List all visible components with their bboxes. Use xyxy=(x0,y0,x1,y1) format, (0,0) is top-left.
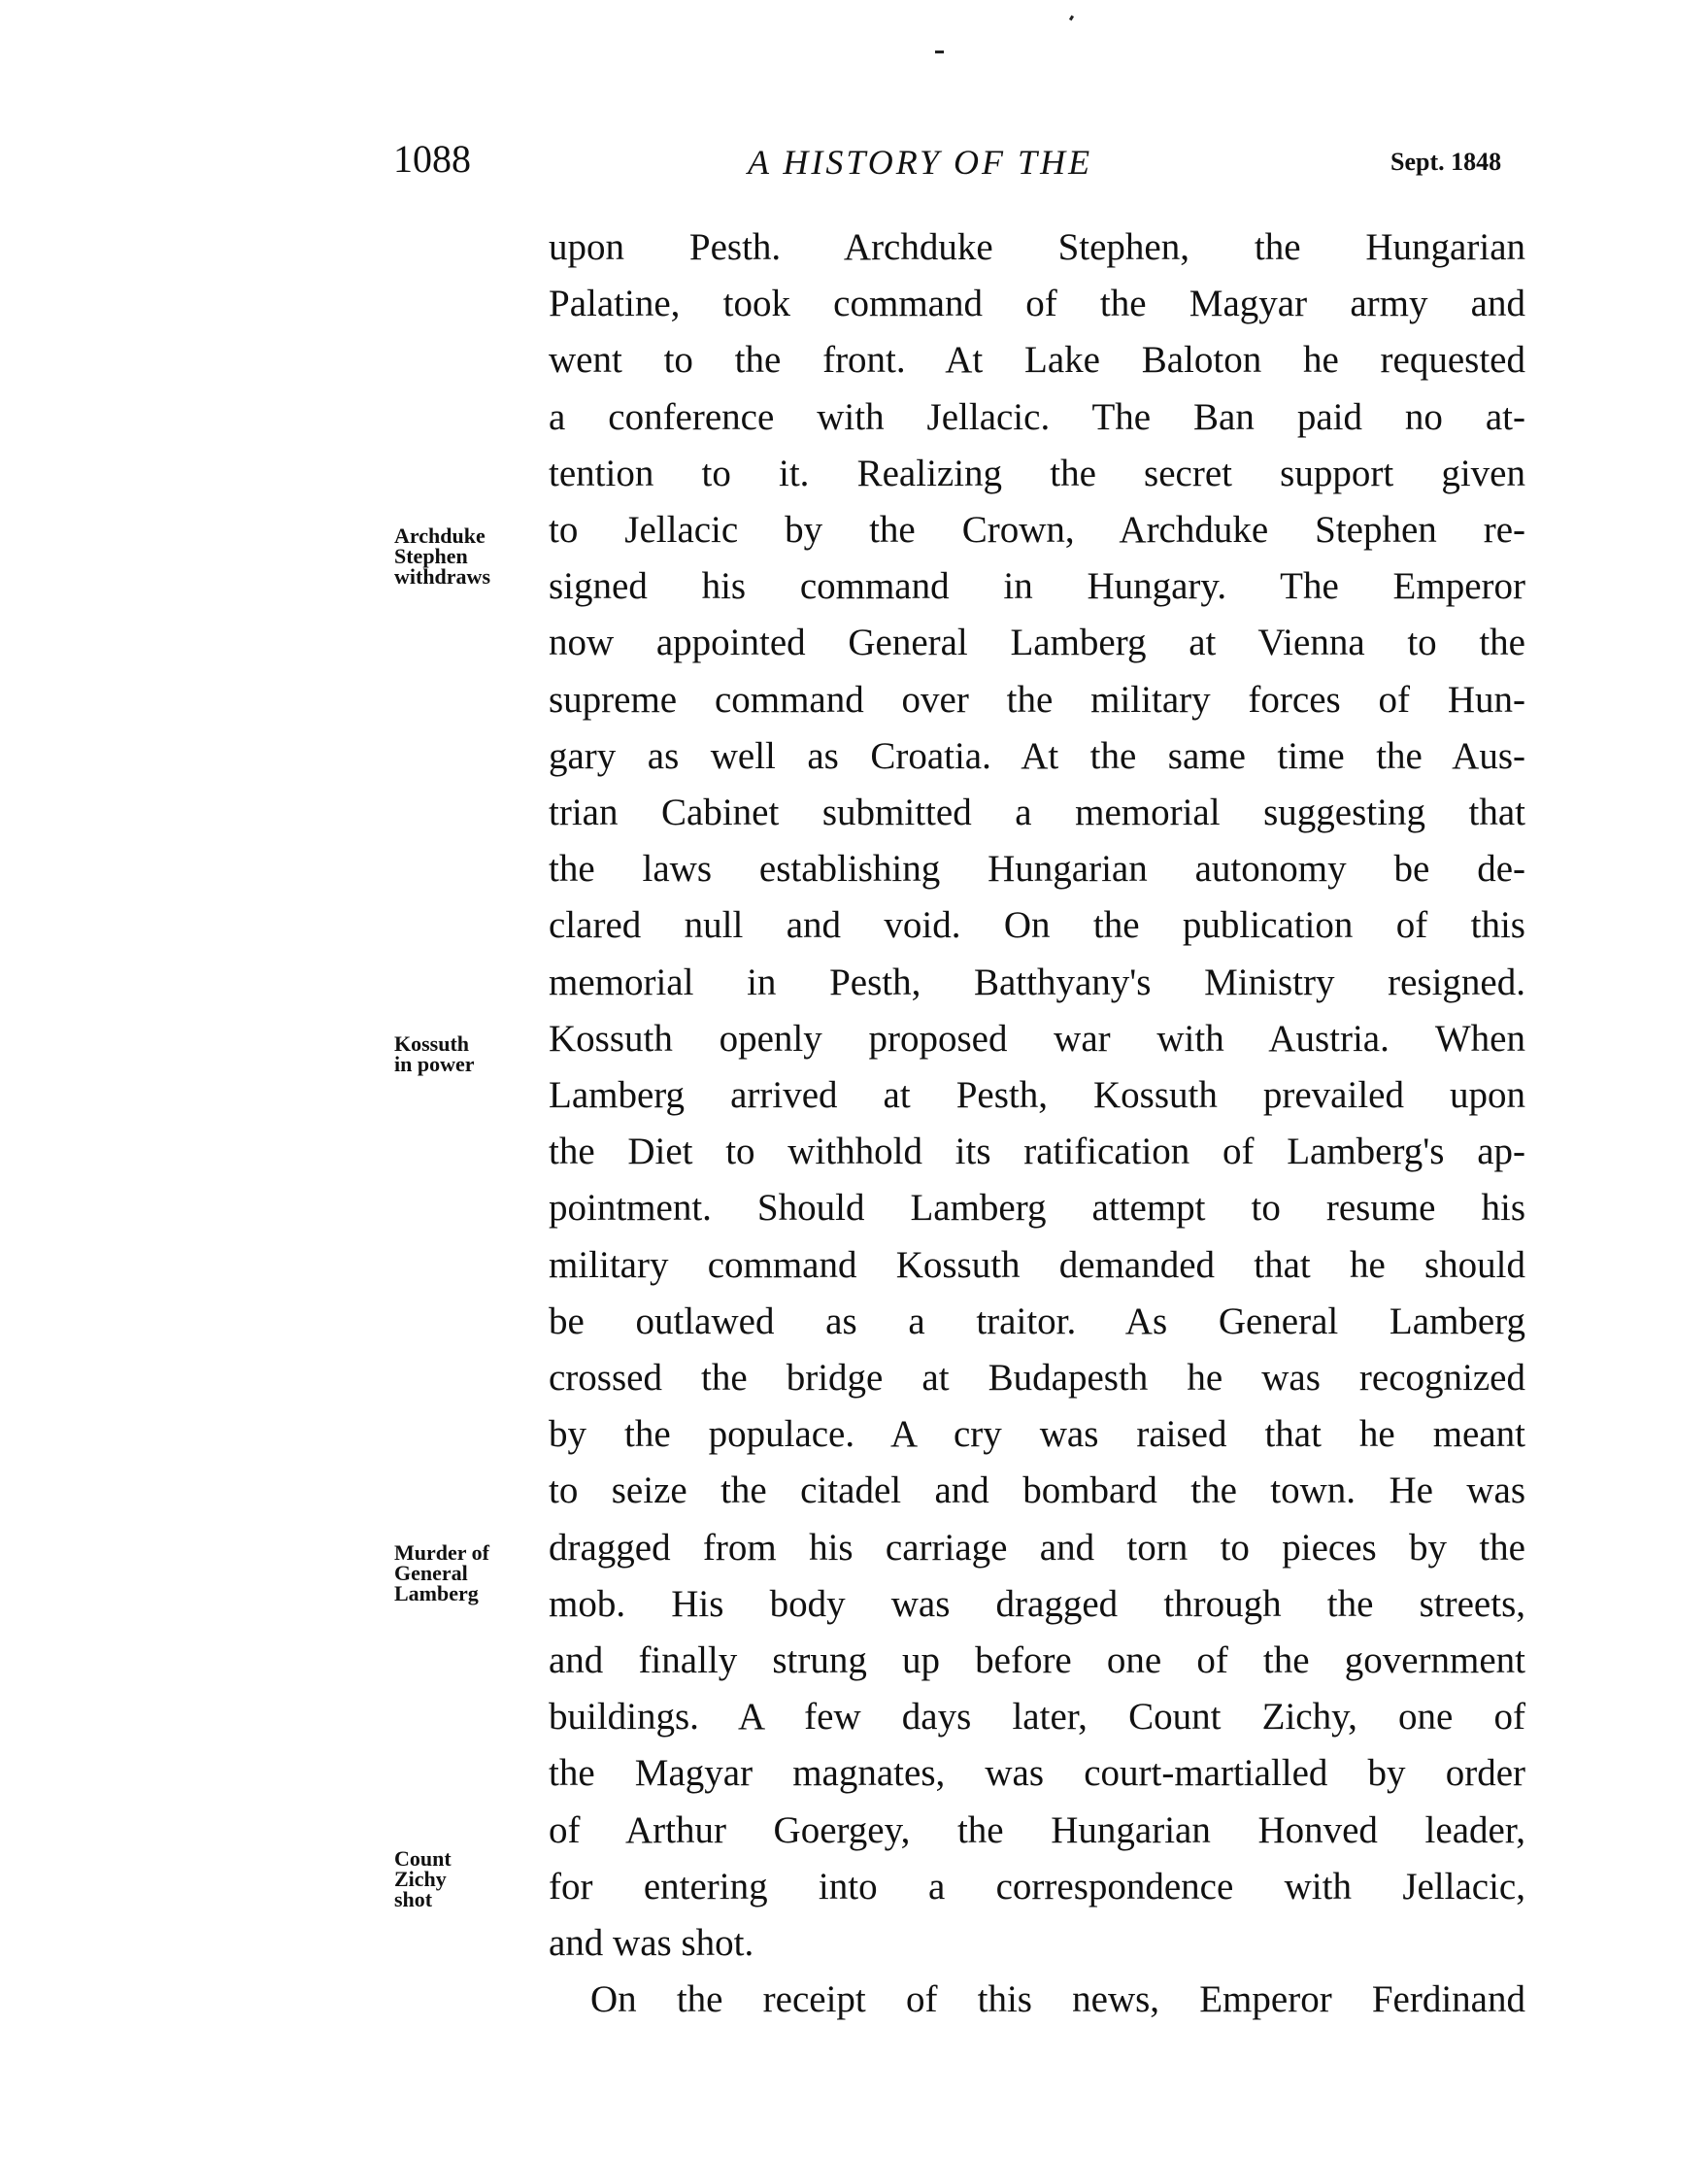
running-date: Sept. 1848 xyxy=(1390,148,1502,176)
text-line: memorial in Pesth, Batthyany's Ministry resigned. xyxy=(549,961,1525,1003)
text-line: to seize the citadel and bombard the town. He was xyxy=(549,1469,1525,1512)
text-line: the Diet to withhold its ratification of Lamberg's ap- xyxy=(549,1131,1525,1173)
text-line: Kossuth openly proposed war with Austria. When xyxy=(549,1017,1525,1060)
text-line: pointment. Should Lamberg attempt to resume his xyxy=(549,1187,1525,1230)
text-line: tention to it. Realizing the secret support given xyxy=(549,452,1525,494)
text-line: a conference with Jellacic. The Ban paid no at- xyxy=(549,395,1525,438)
text-line: crossed the bridge at Budapesth he was recognized xyxy=(549,1357,1525,1399)
text-line: now appointed General Lamberg at Vienna to the xyxy=(549,622,1525,664)
note-line: withdraws xyxy=(394,564,491,589)
text-line: Palatine, took command of the Magyar army and xyxy=(549,283,1525,325)
note-line: General xyxy=(394,1561,468,1585)
text-line: mob. His body was dragged through the streets, xyxy=(549,1582,1525,1625)
text-line: signed his command in Hungary. The Emperor xyxy=(549,565,1525,608)
text-line: and was shot. xyxy=(549,1922,754,1964)
text-line: the laws establishing Hungarian autonomy be de- xyxy=(549,848,1525,891)
text-line: clared null and void. On the publication of this xyxy=(549,904,1525,947)
text-line: gary as well as Croatia. At the same time the Aus- xyxy=(549,734,1525,777)
text-line: Lamberg arrived at Pesth, Kossuth prevailed upon xyxy=(549,1074,1525,1116)
text-line: by the populace. A cry was raised that he meant xyxy=(549,1413,1525,1456)
text-line: supreme command over the military forces of Hun- xyxy=(549,678,1525,721)
text-line: the Magyar magnates, was court-martialled by order xyxy=(549,1752,1525,1795)
text-line: dragged from his carriage and torn to pieces by the xyxy=(549,1526,1525,1569)
note-line: Archduke xyxy=(394,523,486,548)
page-number: 1088 xyxy=(393,137,471,181)
note-line: Murder of xyxy=(394,1540,489,1565)
note-line: in power xyxy=(394,1052,475,1076)
text-line: to Jellacic by the Crown, Archduke Stephen re- xyxy=(549,509,1525,551)
text-line: and finally strung up before one of the government xyxy=(549,1639,1525,1681)
text-line: be outlawed as a traitor. As General Lamberg xyxy=(549,1300,1525,1342)
running-title: A HISTORY OF THE xyxy=(748,143,1093,182)
note-line: Lamberg xyxy=(394,1581,479,1605)
text-line: went to the front. At Lake Baloton he requested xyxy=(549,339,1525,382)
margin-note-archduke xyxy=(394,525,490,587)
scan-mark xyxy=(1069,16,1074,21)
note-line: Stephen xyxy=(394,544,468,568)
note-line: Count xyxy=(394,1846,452,1871)
text-line: military command Kossuth demanded that he should xyxy=(549,1243,1525,1286)
note-line: Zichy xyxy=(394,1867,447,1891)
text-line: upon Pesth. Archduke Stephen, the Hungarian xyxy=(549,226,1525,268)
note-line: Kossuth xyxy=(394,1031,470,1056)
text-line: trian Cabinet submitted a memorial suggesting that xyxy=(549,792,1525,833)
margin-note-zichy xyxy=(394,1848,452,1909)
margin-note-kossuth xyxy=(394,1033,475,1074)
text-line: buildings. A few days later, Count Zichy, one of xyxy=(549,1696,1525,1739)
text-line: for entering into a correspondence with Jellacic, xyxy=(549,1865,1525,1908)
text-line: of Arthur Goergey, the Hungarian Honved leader, xyxy=(549,1808,1525,1851)
scan-mark xyxy=(935,51,944,53)
margin-note-lamberg xyxy=(394,1542,489,1604)
note-line: shot xyxy=(394,1887,433,1911)
text-line: On the receipt of this news, Emperor Ferdinand xyxy=(590,1978,1525,2021)
